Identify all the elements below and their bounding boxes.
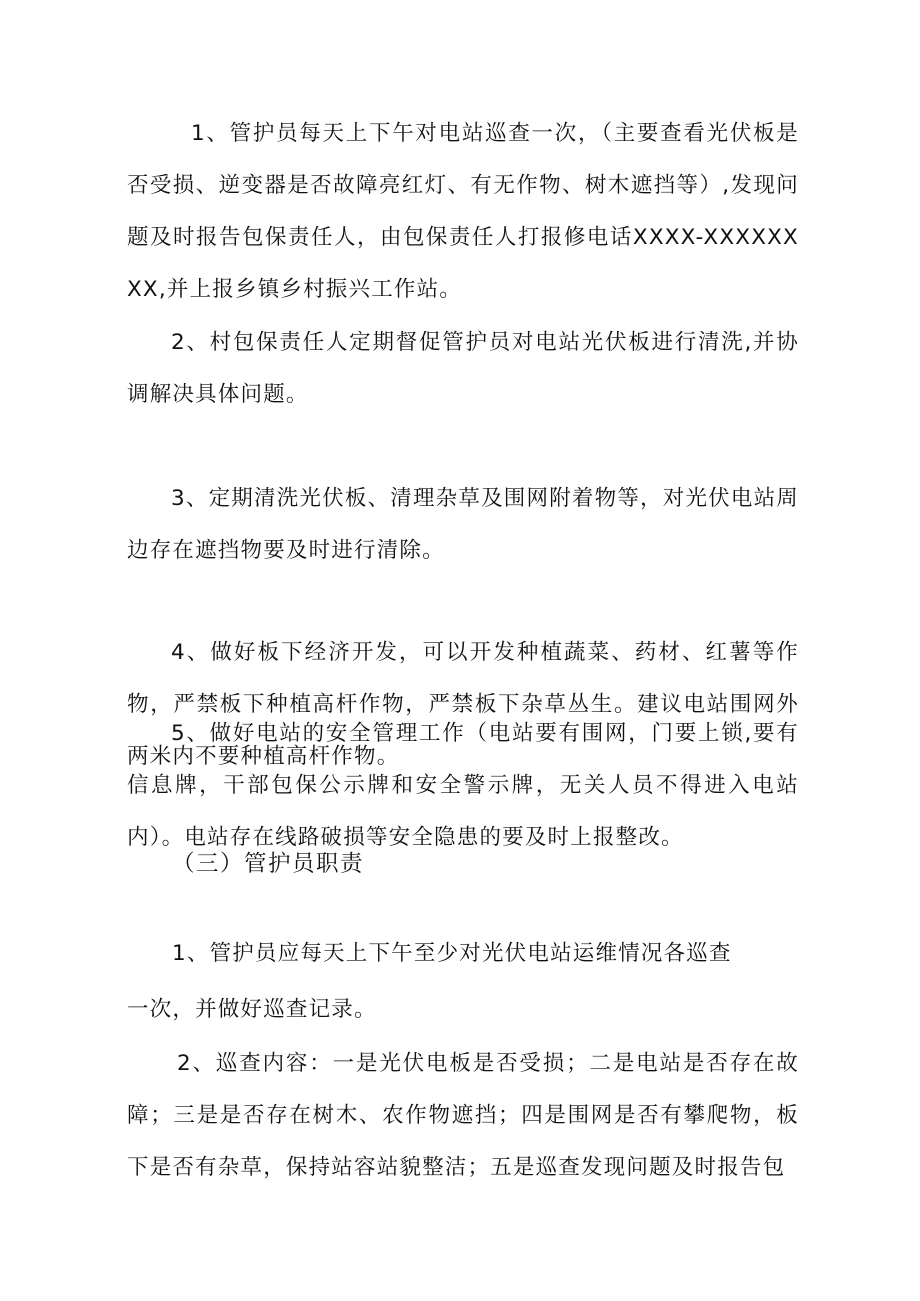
- duty-item-1-line-1: 1、管护员应每天上下午至少对光伏电站运维情况各巡查: [172, 941, 732, 966]
- paragraph-5: 5、做好电站的安全管理工作（电站要有围网，门要上锁,要有信息牌，干部包保公示牌和安全警示牌，无关人员不得进入电站内）。电站存在线路破损等安全隐患的要及时上报整改。: [127, 721, 799, 850]
- paragraph-4: 4、做好板下经济开发，可以开发种植蔬菜、药材、红薯等作物，严禁板下种植高杆作物，严禁板下杂草丛生。建议电站围网外两米内不要种植高杆作物。: [127, 640, 799, 769]
- paragraph-3: 3、定期清洗光伏板、清理杂草及围网附着物等，对光伏电站周边存在遮挡物要及时进行清除。: [127, 486, 799, 563]
- duty-item-2: 2、巡查内容：一是光伏电板是否受损；二是电站是否存在故障；三是是否存在树木、农作物遮挡；四是围网是否有攀爬物，板下是否有杂草，保持站容站貌整洁；五是巡查发现问题及时报告包: [127, 1051, 799, 1180]
- paragraph-1: 1、管护员每天上下午对电站巡查一次，（主要查看光伏板是否受损、逆变器是否故障亮红灯、有无作物、树木遮挡等）,发现问题及时报告包保责任人，由包保责任人打报修电话XXXX-XXXXXXXX,并上报乡镇乡村振兴工作站。: [127, 121, 799, 302]
- section-heading: （三）管护员职责: [172, 851, 365, 877]
- duty-item-1-line-2: 一次，并做好巡查记录。: [127, 997, 377, 1022]
- paragraph-2: 2、村包保责任人定期督促管护员对电站光伏板进行清洗,并协调解决具体问题。: [127, 330, 799, 407]
